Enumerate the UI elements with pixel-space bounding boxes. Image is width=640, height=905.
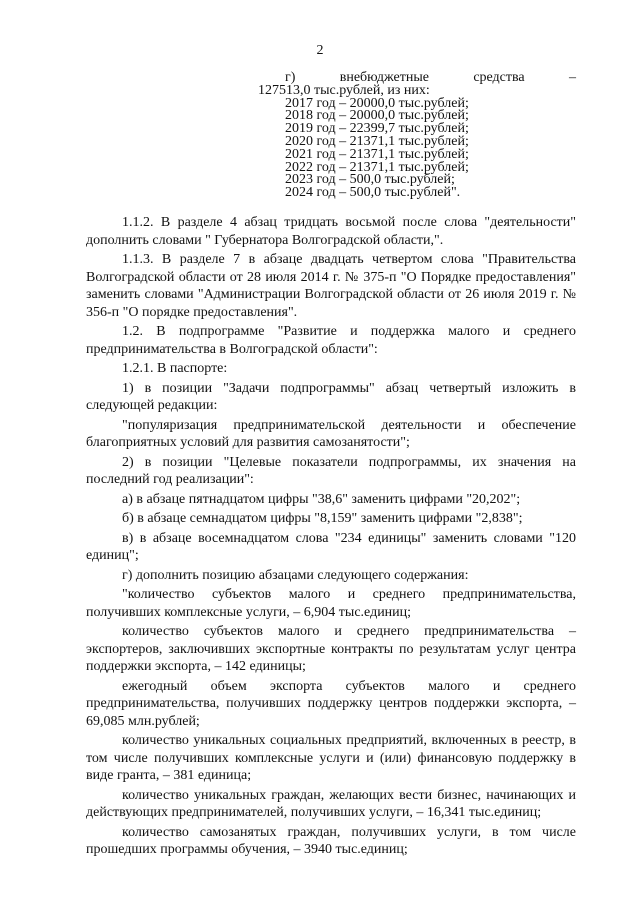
paragraph-item-2: 2) в позиции "Целевые показатели подпрограммы, их значения на последний год реализации":: [86, 454, 576, 487]
paragraph-item-1: 1) в позиции "Задачи подпрограммы" абзац четвертый изложить в следующей редакции:: [86, 380, 576, 413]
paragraph-indicator-1: "количество субъектов малого и среднего предпринимательства, получивших комплексные услуги, – 6,904 тыс.единиц;: [86, 587, 576, 620]
funding-year-2021: 2021 год – 21371,1 тыс.рублей;: [285, 146, 469, 162]
paragraph-indicator-2: количество субъектов малого и среднего предпринимательства – экспортеров, заключивших экспортные контракты по результатам услуг центра поддержки экспорта, – 142 единицы;: [86, 624, 576, 674]
paragraph-indicator-5: количество уникальных граждан, желающих вести бизнес, начинающих и действующих предпринимателей, получивших услуги, – 16,341 тыс.единиц;: [86, 787, 576, 820]
paragraph-subitem-b: б) в абзаце семнадцатом цифры "8,159" заменить цифрами "2,838";: [122, 511, 523, 526]
paragraph-quote-1: "популяризация предпринимательской деятельности и обеспечение благоприятных условий для развития самозанятости";: [86, 417, 576, 450]
paragraph-1-1-2: 1.1.2. В разделе 4 абзац тридцать восьмой после слова "деятельности" дополнить словами " Губернатора Волгоградской области,".: [86, 215, 576, 248]
document-body: [86, 214, 576, 861]
funding-block: [258, 72, 576, 200]
funding-year-2023: 2023 год – 500,0 тыс.рублей;: [285, 172, 455, 188]
paragraph-subitem-a: а) в абзаце пятнадцатом цифры "38,6" заменить цифрами "20,202";: [122, 491, 521, 507]
funding-year-2020: 2020 год – 21371,1 тыс.рублей;: [285, 133, 469, 149]
funding-year-2022: 2022 год – 21371,1 тыс.рублей;: [285, 159, 469, 175]
funding-year-2017: 2017 год – 20000,0 тыс.рублей;: [285, 95, 469, 111]
funding-item-label: г): [285, 70, 296, 85]
paragraph-indicator-6: количество самозанятых граждан, получивших услуги, в том числе прошедших программы обучения, – 3940 тыс.единиц;: [86, 824, 576, 857]
paragraph-subitem-g: г) дополнить позицию абзацами следующего содержания:: [122, 567, 469, 583]
paragraph-1-1-3: 1.1.3. В разделе 7 в абзаце двадцать четвертом слова "Правительства Волгоградской области от 28 июля 2014 г. № 375-п "О Порядке предоставления" заменить словами "Администрации Волгоградской области от 26 июля 2019 г. № 356-п "О порядке предоставления".: [86, 252, 576, 320]
funding-year-2018: 2018 год – 20000,0 тыс.рублей;: [285, 108, 469, 124]
funding-source-word-2: средства: [473, 70, 525, 85]
funding-dash: –: [568, 70, 576, 85]
paragraph-1-2: 1.2. В подпрограмме "Развитие и поддержка малого и среднего предпринимательства в Волгоградской области":: [86, 324, 576, 357]
page-number: 2: [316, 43, 324, 58]
paragraph-1-2-1: 1.2.1. В паспорте:: [122, 361, 228, 376]
paragraph-indicator-3: ежегодный объем экспорта субъектов малого и среднего предпринимательства, получивших поддержку центров поддержки экспорта, – 69,085 млн.рублей;: [86, 678, 576, 729]
funding-source-word-1: внебюджетные: [339, 70, 429, 85]
funding-year-2024: 2024 год – 500,0 тыс.рублей".: [285, 185, 461, 201]
funding-total: 127513,0 тыс.рублей, из них:: [258, 82, 430, 98]
paragraph-indicator-4: количество уникальных социальных предприятий, включенных в реестр, в том числе получивших комплексные услуги и (или) финансовую поддержку в виде гранта, – 381 единица;: [86, 733, 576, 783]
paragraph-subitem-v: в) в абзаце восемнадцатом слова "234 единицы" заменить словами "120 единиц";: [86, 530, 576, 563]
funding-year-2019: 2019 год – 22399,7 тыс.рублей;: [285, 121, 469, 137]
